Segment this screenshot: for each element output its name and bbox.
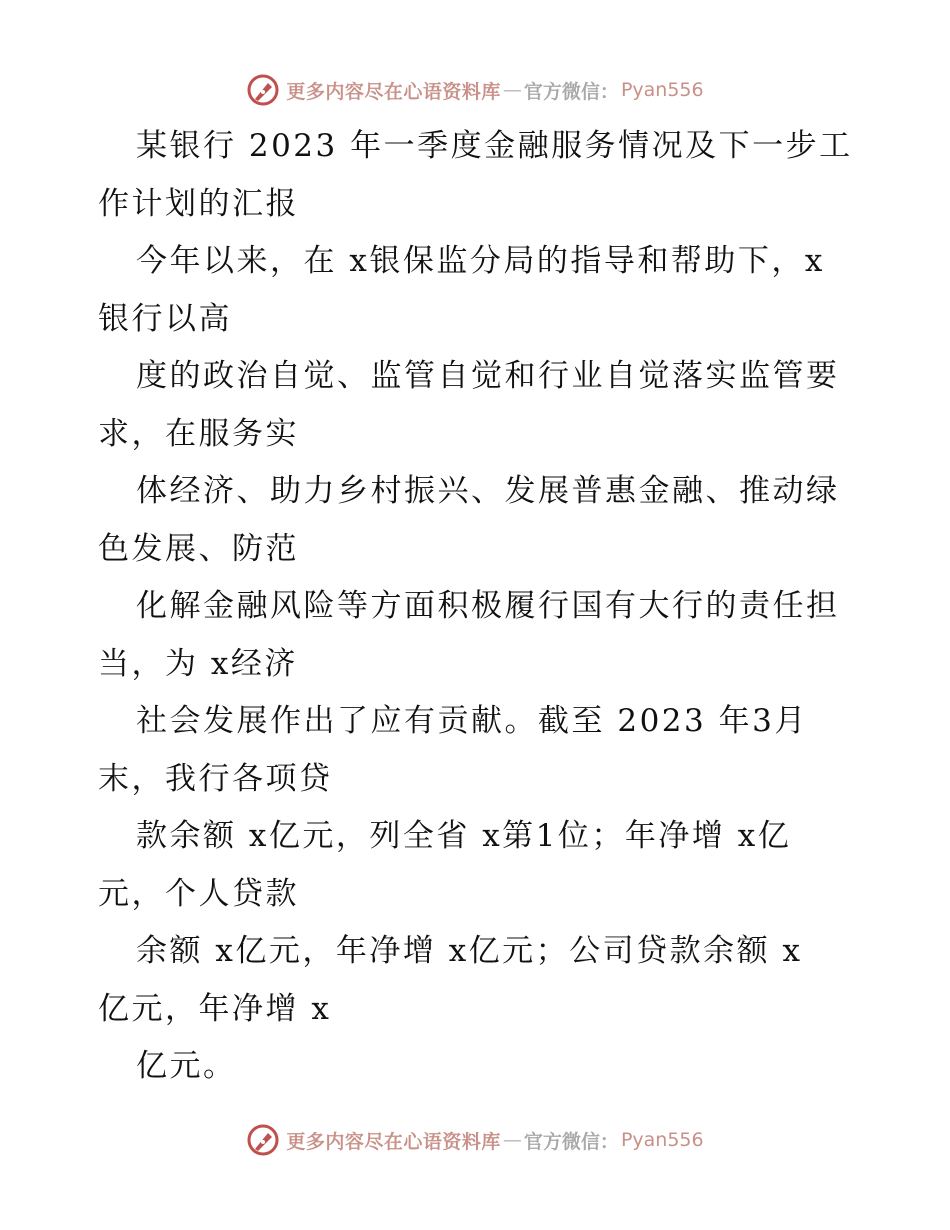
paragraph-line: 元，个人贷款 [98, 875, 299, 912]
watermark-separator: — [502, 1129, 522, 1151]
paragraph-line: 化解金融风险等方面积极履行国有大行的责任担 [136, 588, 840, 624]
paragraph-line: 度的政治自觉、监管自觉和行业自觉落实监管要 [136, 358, 840, 394]
watermark-label: 官方微信： [523, 1130, 619, 1153]
document-title-line-1: 某银行 2023 年一季度金融服务情况及下一步工 [136, 128, 853, 164]
paragraph-line: 亿元。 [136, 1048, 237, 1084]
paragraph-line: 银行以高 [98, 300, 232, 337]
header-watermark [0, 70, 950, 110]
paragraph-line: 色发展、防范 [98, 530, 299, 567]
pen-nib-logo-icon [246, 73, 280, 107]
watermark-label: 官方微信： [523, 80, 619, 103]
footer-watermark [0, 1120, 950, 1160]
document-title-line-2: 作计划的汇报 [98, 185, 299, 222]
watermark-text: 更多内容尽在心语资料库 [286, 80, 501, 103]
paragraph-line: 款余额 x亿元，列全省 x第1位；年净增 x亿 [136, 818, 792, 854]
pen-nib-logo-icon [246, 1123, 280, 1157]
document-body [98, 118, 858, 1096]
watermark-id: Pyan556 [620, 79, 704, 101]
paragraph-line: 余额 x亿元，年净增 x亿元；公司贷款余额 x [136, 933, 803, 969]
paragraph-line: 体经济、助力乡村振兴、发展普惠金融、推动绿 [136, 473, 840, 509]
paragraph-line: 当，为 x经济 [98, 645, 298, 682]
watermark-text: 更多内容尽在心语资料库 [286, 1130, 501, 1153]
watermark-id: Pyan556 [620, 1129, 704, 1151]
paragraph-line: 今年以来，在 x银保监分局的指导和帮助下，x [136, 243, 825, 279]
paragraph-line: 求，在服务实 [98, 415, 299, 452]
paragraph-line: 亿元，年净增 x [98, 990, 332, 1027]
paragraph-line: 末，我行各项贷 [98, 760, 333, 797]
watermark-separator: — [502, 79, 522, 101]
paragraph-line: 社会发展作出了应有贡献。截至 2023 年3月 [136, 703, 808, 739]
